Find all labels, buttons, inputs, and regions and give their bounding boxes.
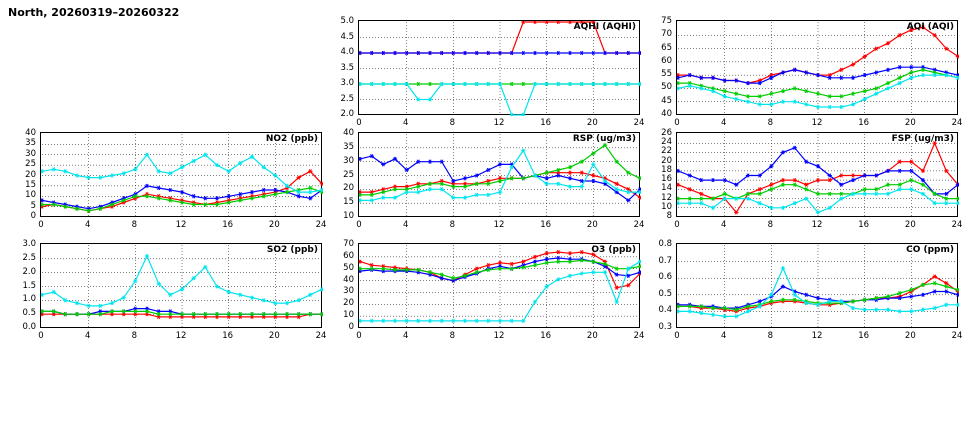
chart-title-o3: O3 (ppb) (591, 245, 636, 255)
chart-title-rsp: RSP (ug/m3) (572, 134, 636, 144)
x-tick-label: 24 (951, 331, 963, 341)
x-tick-label: 16 (858, 118, 870, 128)
y-tick-label: 3.5 (340, 62, 354, 73)
chart-title-co: CO (ppm) (906, 245, 954, 255)
y-tick-label: 50 (661, 82, 672, 93)
series-markers-day3 (41, 310, 323, 317)
y-tick-label: 10 (25, 190, 36, 201)
x-tick-label: 12 (175, 220, 187, 230)
x-tick-label: 12 (811, 220, 823, 230)
plot-area-aqhi (358, 20, 640, 115)
y-tick-label: 0.5 (22, 308, 36, 319)
plot-canvas-co (677, 244, 959, 329)
x-tick-label: 0 (356, 220, 362, 230)
y-tick-label: 10 (343, 211, 354, 221)
x-tick-label: 12 (811, 118, 823, 128)
x-tick-label: 8 (131, 331, 138, 341)
y-tick-label: 2.5 (22, 252, 36, 263)
chart-title-so2: SO2 (ppb) (266, 245, 318, 255)
chart-title-aqhi: AQHI (AQHI) (573, 22, 636, 32)
y-tick-label: 30 (343, 286, 354, 297)
y-tick-label: 25 (25, 159, 36, 170)
plot-area-fsp (676, 132, 958, 217)
x-tick-label: 16 (222, 331, 234, 341)
y-tick-label: 0.5 (658, 288, 672, 299)
plot-area-aqi (676, 20, 958, 115)
x-tick-label: 24 (315, 331, 327, 341)
y-tick-label: 4.5 (340, 31, 354, 42)
y-tick-label: 30 (343, 155, 354, 166)
plot-canvas-o3 (359, 244, 641, 329)
y-tick-label: 1.0 (22, 294, 36, 305)
y-tick-label: 35 (343, 141, 354, 152)
y-tick-label: 3.0 (22, 239, 36, 249)
series-markers-day3 (359, 259, 641, 281)
x-tick-label: 8 (767, 118, 774, 128)
x-tick-label: 4 (402, 220, 409, 230)
x-tick-label: 0 (674, 118, 680, 128)
y-tick-label: 70 (661, 29, 672, 40)
x-tick-label: 4 (84, 220, 91, 230)
x-tick-label: 8 (131, 220, 138, 230)
y-tick-label: 0.0 (22, 322, 36, 332)
y-tick-label: 0.6 (658, 272, 672, 283)
x-tick-label: 16 (222, 220, 234, 230)
x-tick-label: 4 (720, 118, 727, 128)
y-tick-label: 8 (666, 211, 672, 221)
chart-title-no2: NO2 (ppb) (265, 134, 318, 144)
y-tick-label: 24 (661, 137, 672, 148)
y-tick-label: 2.0 (340, 109, 354, 119)
x-tick-label: 16 (540, 331, 552, 341)
x-tick-label: 16 (540, 220, 552, 230)
plot-canvas-aqhi (359, 21, 641, 116)
y-tick-label: 20 (343, 183, 354, 194)
y-tick-label: 40 (343, 128, 354, 138)
x-tick-label: 4 (402, 118, 409, 128)
y-tick-label: 0.8 (658, 239, 672, 249)
x-tick-label: 8 (449, 118, 456, 128)
plot-area-rsp (358, 132, 640, 217)
y-tick-label: 0.3 (658, 322, 672, 332)
x-tick-label: 24 (633, 220, 645, 230)
plot-canvas-no2 (41, 133, 323, 218)
x-tick-label: 24 (951, 118, 963, 128)
plot-area-so2 (40, 243, 322, 328)
plot-canvas-so2 (41, 244, 323, 329)
y-tick-label: 50 (343, 262, 354, 273)
x-tick-label: 12 (811, 331, 823, 341)
y-tick-label: 5 (30, 200, 36, 211)
plot-area-o3 (358, 243, 640, 328)
y-tick-label: 20 (25, 169, 36, 180)
x-tick-label: 12 (493, 220, 505, 230)
y-tick-label: 70 (343, 239, 354, 249)
x-tick-label: 20 (904, 118, 916, 128)
y-tick-label: 20 (343, 298, 354, 309)
y-tick-label: 40 (661, 109, 672, 119)
y-tick-label: 2.0 (22, 266, 36, 277)
x-tick-label: 12 (493, 118, 505, 128)
plot-canvas-aqi (677, 21, 959, 116)
page-title: North, 20260319–20260322 (8, 6, 180, 19)
plot-area-co (676, 243, 958, 328)
y-tick-label: 45 (661, 95, 672, 106)
y-tick-label: 0 (30, 211, 36, 221)
x-tick-label: 0 (38, 220, 44, 230)
x-tick-label: 20 (586, 331, 598, 341)
x-tick-label: 16 (858, 331, 870, 341)
plot-area-no2 (40, 132, 322, 217)
y-tick-label: 12 (661, 192, 672, 203)
x-tick-label: 20 (904, 331, 916, 341)
x-tick-label: 16 (540, 118, 552, 128)
x-tick-label: 4 (720, 331, 727, 341)
y-tick-label: 15 (25, 179, 36, 190)
x-tick-label: 12 (175, 331, 187, 341)
y-tick-label: 4.0 (340, 47, 354, 57)
x-tick-label: 24 (951, 220, 963, 230)
y-tick-label: 10 (343, 310, 354, 321)
y-tick-label: 22 (661, 146, 672, 157)
x-tick-label: 0 (38, 331, 44, 341)
plot-canvas-fsp (677, 133, 959, 218)
y-tick-label: 40 (25, 128, 36, 138)
y-tick-label: 55 (661, 69, 672, 80)
y-tick-label: 65 (661, 42, 672, 53)
y-tick-label: 60 (661, 55, 672, 66)
y-tick-label: 3.0 (340, 78, 354, 88)
y-tick-label: 25 (343, 169, 354, 180)
x-tick-label: 20 (586, 220, 598, 230)
x-tick-label: 0 (674, 220, 680, 230)
x-tick-label: 0 (356, 118, 362, 128)
y-tick-label: 10 (661, 201, 672, 212)
x-tick-label: 4 (402, 331, 409, 341)
x-tick-label: 8 (767, 331, 774, 341)
x-tick-label: 24 (633, 331, 645, 341)
y-tick-label: 26 (661, 128, 672, 138)
y-tick-label: 30 (25, 148, 36, 159)
x-tick-label: 0 (674, 331, 680, 341)
x-tick-label: 12 (493, 331, 505, 341)
y-tick-label: 20 (661, 155, 672, 166)
y-tick-label: 2.5 (340, 93, 354, 104)
y-tick-label: 16 (661, 174, 672, 185)
y-tick-label: 15 (343, 197, 354, 208)
x-tick-label: 20 (268, 220, 280, 230)
y-tick-label: 0 (348, 322, 354, 332)
y-tick-label: 5.0 (340, 16, 354, 26)
y-tick-label: 0.7 (658, 255, 672, 266)
x-tick-label: 4 (84, 331, 91, 341)
x-tick-label: 20 (904, 220, 916, 230)
x-tick-label: 8 (449, 220, 456, 230)
y-tick-label: 40 (343, 274, 354, 285)
y-tick-label: 14 (661, 183, 672, 194)
chart-title-fsp: FSP (ug/m3) (891, 134, 954, 144)
x-tick-label: 4 (720, 220, 727, 230)
series-markers-day4 (359, 82, 641, 116)
x-tick-label: 0 (356, 331, 362, 341)
x-tick-label: 16 (858, 220, 870, 230)
chart-title-aqi: AQI (AQI) (906, 22, 954, 32)
y-tick-label: 18 (661, 164, 672, 175)
x-tick-label: 8 (449, 331, 456, 341)
y-tick-label: 0.4 (658, 305, 672, 316)
plot-canvas-rsp (359, 133, 641, 218)
x-tick-label: 8 (767, 220, 774, 230)
y-tick-label: 1.5 (22, 280, 36, 291)
y-tick-label: 60 (343, 250, 354, 261)
x-tick-label: 20 (268, 331, 280, 341)
x-tick-label: 20 (586, 118, 598, 128)
x-tick-label: 24 (315, 220, 327, 230)
y-tick-label: 75 (661, 16, 672, 26)
y-tick-label: 35 (25, 138, 36, 149)
x-tick-label: 24 (633, 118, 645, 128)
